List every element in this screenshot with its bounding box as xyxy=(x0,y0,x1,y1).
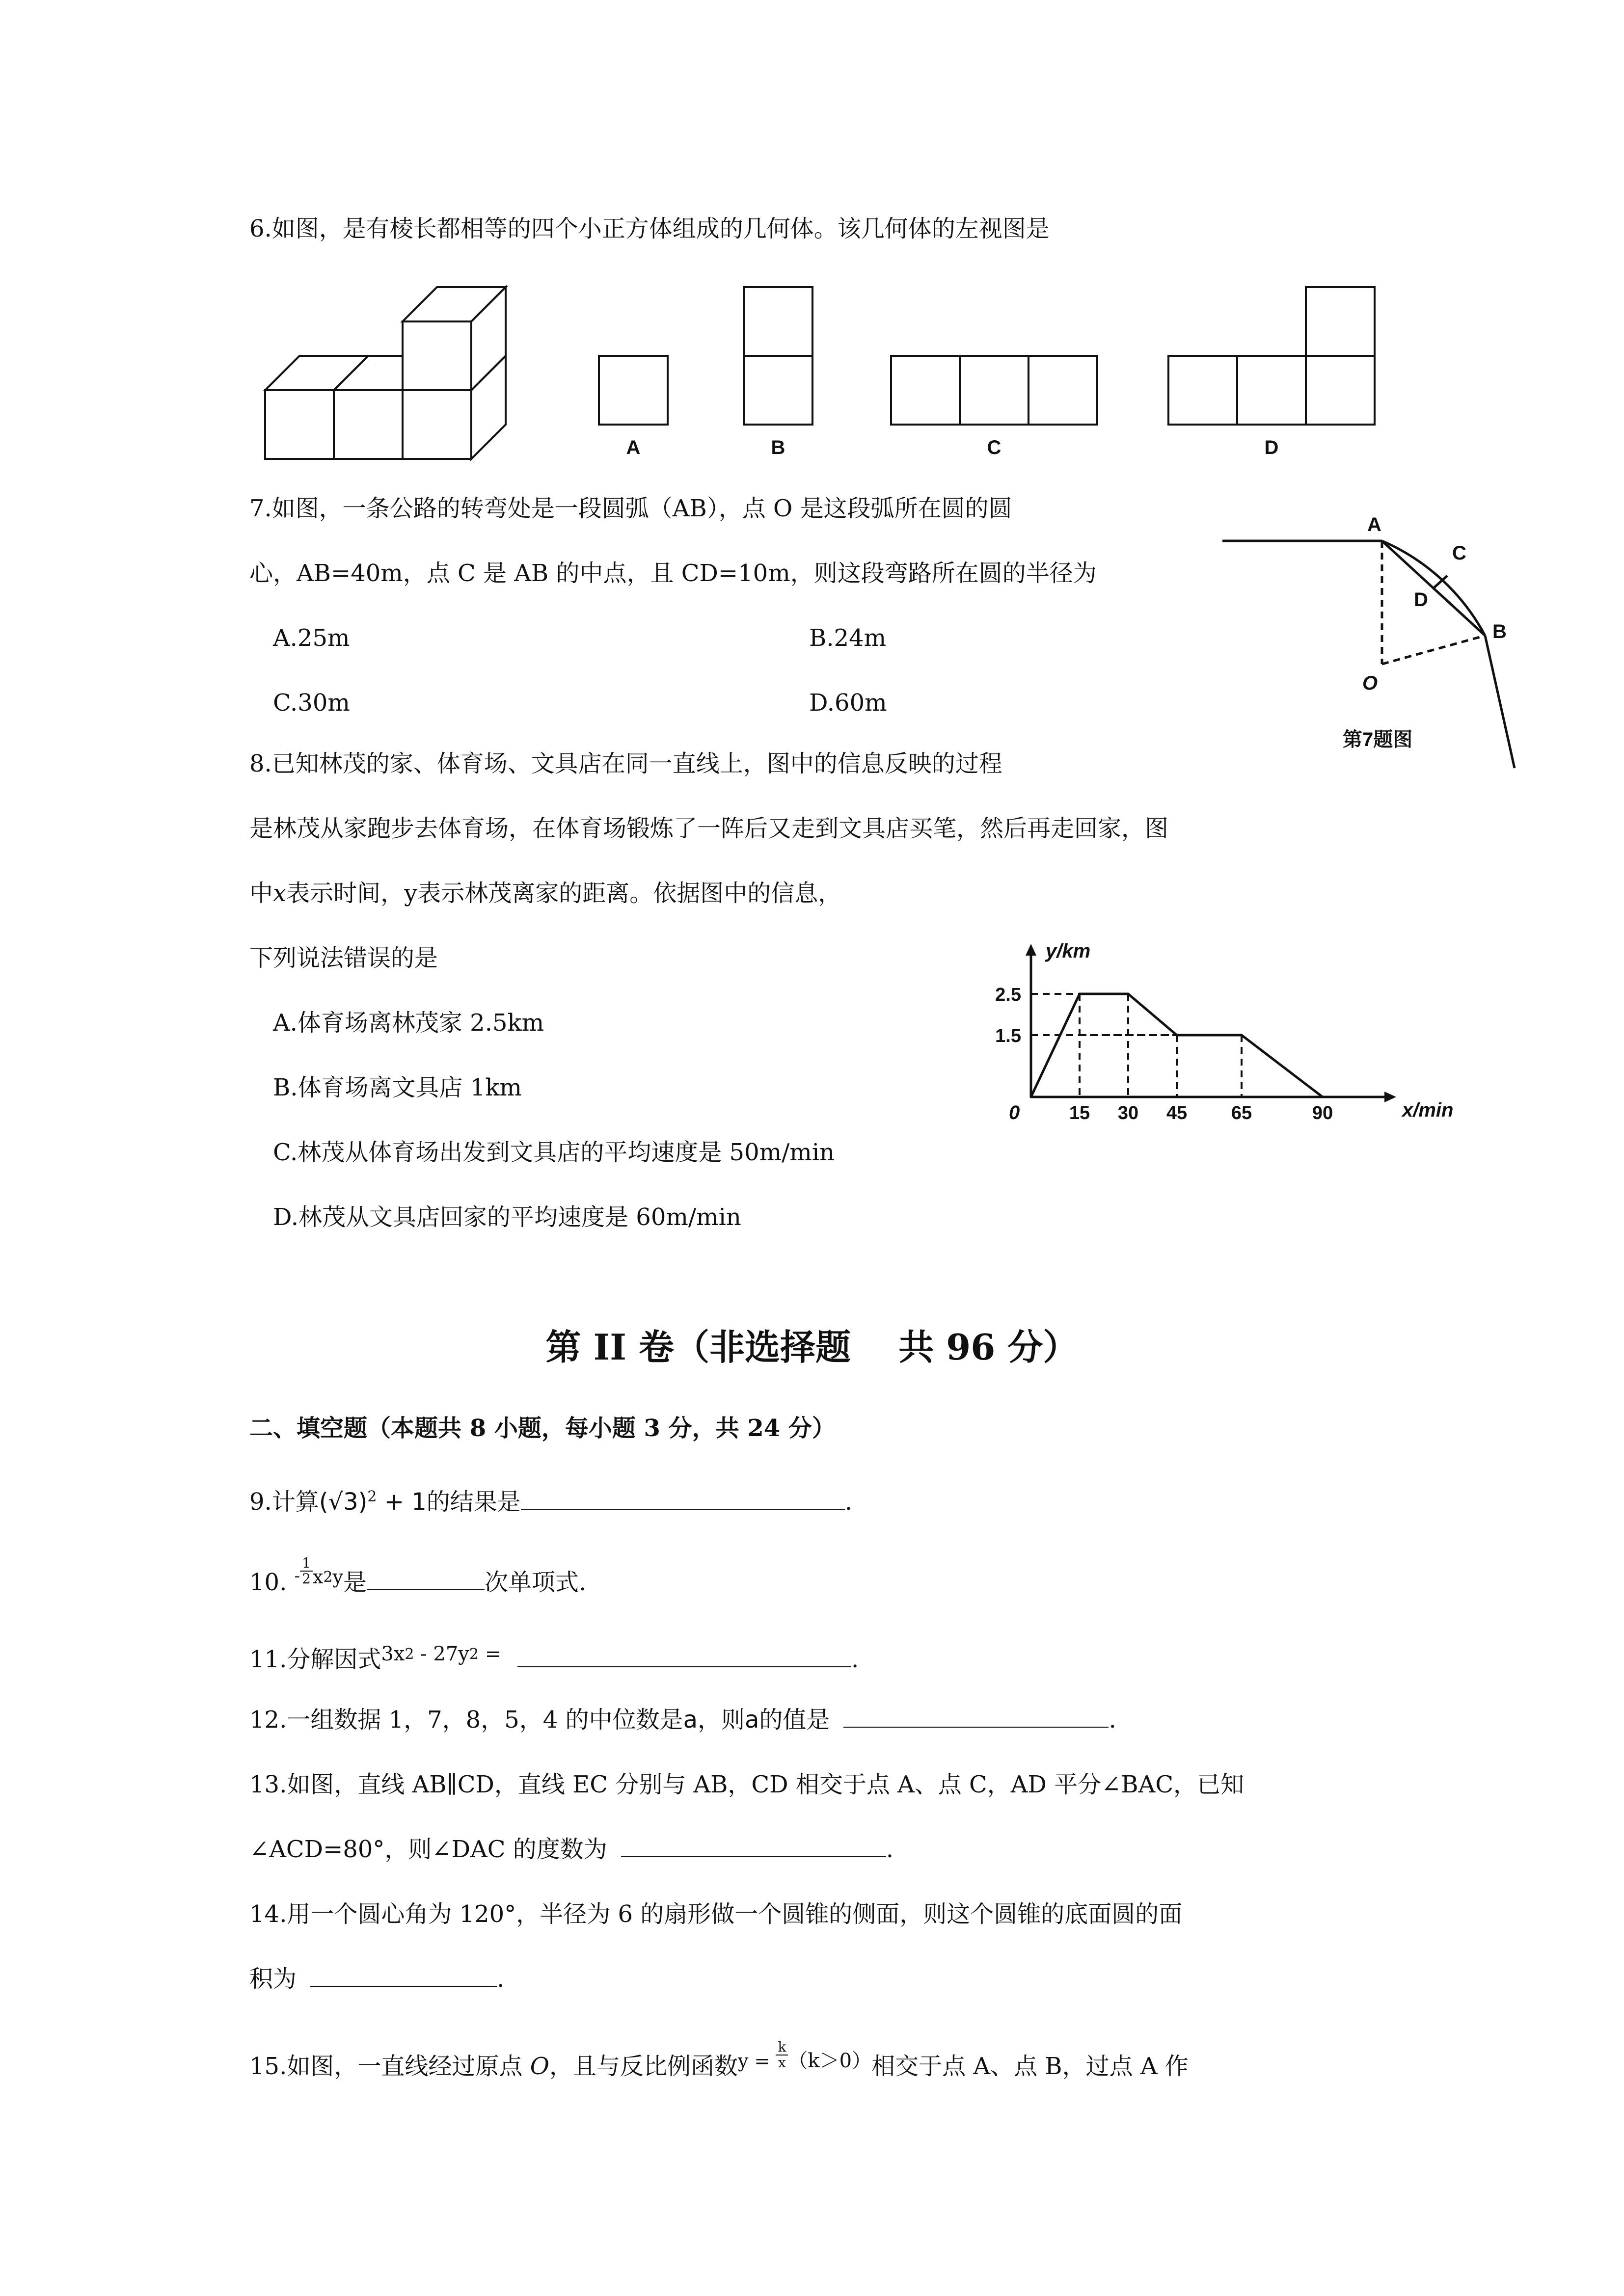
q8-option-b: B.体育场离文具店 1km xyxy=(273,1074,522,1101)
q7-figure xyxy=(1218,496,1571,780)
q8-line2: 是林茂从家跑步去体育场，在体育场锻炼了一阵后又走到文具店买笔，然后再走回家，图 xyxy=(249,815,1169,842)
q7-option-c: C.30m xyxy=(273,689,350,717)
q8-line3-b: 表示时间，y表示林茂离家的距离。依据图中的信息， xyxy=(286,880,842,907)
q14-answer-blank[interactable] xyxy=(310,1964,497,1987)
q7-figure-caption: 第7题图 xyxy=(1343,729,1413,750)
q9-pre: 9.计算 xyxy=(249,1488,319,1516)
chart-xtick-30: 30 xyxy=(1117,1103,1139,1123)
q13-line2-row xyxy=(249,1835,893,1864)
chart-ytick-0: 2.5 xyxy=(995,985,1021,1005)
q12-pre: 12.一组数据 1，7，8，5，4 的中位数是 xyxy=(249,1706,683,1734)
q11-term2: - 27y xyxy=(414,1643,469,1665)
q12-answer-blank[interactable] xyxy=(843,1705,1109,1728)
q6-option-d-top xyxy=(1306,287,1375,356)
q11-exp2: 2 xyxy=(469,1646,479,1663)
q6-cube-top-2 xyxy=(334,356,403,390)
q15-eq: = xyxy=(748,2050,776,2072)
q14-line2: 积为 xyxy=(249,1965,297,1993)
q8-line3 xyxy=(249,879,841,908)
q7-option-a: A.25m xyxy=(273,624,350,652)
q10-num: 10. xyxy=(249,1569,287,1596)
q9-end: . xyxy=(844,1488,853,1516)
q10-frac-den: 2 xyxy=(302,1571,311,1587)
q7-road-right xyxy=(1485,636,1515,768)
chart-xtick-65: 65 xyxy=(1231,1103,1252,1123)
q7-option-d: D.60m xyxy=(809,689,887,717)
q15-cond: （k＞0） xyxy=(788,2050,872,2072)
q14-line1: 14.用一个圆心角为 120°，半径为 6 的扇形做一个圆锥的侧面，则这个圆锥的底面圆的面 xyxy=(249,1900,1183,1928)
q12 xyxy=(249,1705,1116,1735)
q12-mid: ，则 xyxy=(697,1706,745,1734)
q8-chart xyxy=(982,879,1581,1139)
q11-term1: 3x xyxy=(381,1643,405,1665)
q9 xyxy=(249,1482,852,1517)
q6-option-c-3 xyxy=(1029,356,1097,425)
q6-cube-front-3 xyxy=(403,390,471,459)
q10-fraction xyxy=(300,1556,313,1586)
q14-line2-row xyxy=(249,1964,504,1994)
q12-post: 的值是 xyxy=(759,1706,830,1734)
q7-point-d: D xyxy=(1414,589,1428,611)
q7-point-o: O xyxy=(1362,672,1378,694)
part2-title: 第 II 卷（非选择题 共 96 分） xyxy=(545,1326,1079,1368)
q11-exp1: 2 xyxy=(405,1646,414,1663)
q9-exp: 2 xyxy=(367,1488,377,1505)
chart-x-arrow xyxy=(1384,1092,1396,1102)
q10-sign: - xyxy=(294,1566,300,1586)
q7-point-a: A xyxy=(1367,514,1381,535)
chart-point-3 xyxy=(1176,1034,1178,1037)
q8-option-a: A.体育场离林茂家 2.5km xyxy=(273,1009,544,1037)
chart-point-2 xyxy=(1127,993,1130,995)
q11-answer-blank[interactable] xyxy=(517,1645,851,1667)
q6-figure xyxy=(255,280,1394,466)
chart-point-5 xyxy=(1322,1096,1324,1098)
q7-radius-ob xyxy=(1382,636,1485,664)
q6-cube-side-lower xyxy=(471,356,506,459)
q10-var-y: y xyxy=(332,1566,343,1588)
chart-xtick-45: 45 xyxy=(1166,1103,1188,1123)
q6-label-d: D xyxy=(1264,437,1279,458)
section-fill-in-heading: 二、填空题（本题共 8 小题，每小题 3 分，共 24 分） xyxy=(249,1415,836,1442)
chart-point-1 xyxy=(1079,993,1081,995)
q6-cube-top-1 xyxy=(265,356,368,390)
q6-cube-side-upper xyxy=(471,287,506,390)
q7-option-b: B.24m xyxy=(809,624,887,652)
q15-post: 相交于点 A、点 B，过点 A 作 xyxy=(871,2053,1189,2080)
q13-answer-blank[interactable] xyxy=(621,1835,886,1857)
q8-option-d: D.林茂从文具店回家的平均速度是 60m/min xyxy=(273,1203,741,1231)
q10-mid: 是 xyxy=(343,1569,367,1596)
q6-cube-front-4 xyxy=(403,321,471,390)
chart-origin-label: 0 xyxy=(1009,1102,1020,1123)
chart-point-4 xyxy=(1241,1034,1243,1037)
q11-end: . xyxy=(851,1646,859,1673)
q12-var-a: a xyxy=(683,1706,698,1734)
q15-frac-den: x xyxy=(778,2055,786,2071)
q12-end: . xyxy=(1109,1706,1116,1734)
q6-label-c: C xyxy=(987,437,1001,458)
q7-point-c: C xyxy=(1452,542,1466,564)
q6-option-d-1 xyxy=(1168,356,1237,425)
q15 xyxy=(249,2040,1189,2081)
q12-var-a2: a xyxy=(745,1706,759,1734)
q13-line2: ∠ACD=80°，则∠DAC 的度数为 xyxy=(249,1836,607,1863)
q8-option-c: C.林茂从体育场出发到文具店的平均速度是 50m/min xyxy=(273,1139,835,1166)
q15-pre: 15.如图，一直线经过原点 xyxy=(249,2053,530,2080)
q15-frac-num: k xyxy=(776,2040,788,2056)
q11-pre: 11.分解因式 xyxy=(249,1646,381,1673)
q15-mid: ，且与反比例函数 xyxy=(549,2053,738,2080)
q6-cube-front-2 xyxy=(334,390,403,459)
q7-line1: 7.如图，一条公路的转弯处是一段圆弧（AB），点 O 是这段弧所在圆的圆 xyxy=(249,495,1012,522)
q9-plus: + 1 xyxy=(377,1488,427,1516)
q6-option-c-1 xyxy=(891,356,960,425)
q6-cube-top-3 xyxy=(403,287,506,321)
q6-label-a: A xyxy=(626,437,641,458)
q9-expr: (√3) xyxy=(319,1488,368,1516)
q6-option-b-bottom xyxy=(744,356,812,425)
q10-var-x: x xyxy=(312,1566,324,1588)
q6-option-d-2 xyxy=(1237,356,1306,425)
chart-xtick-15: 15 xyxy=(1069,1103,1090,1123)
q13-end: . xyxy=(886,1836,894,1863)
q6-text: 6.如图，是有棱长都相等的四个小正方体组成的几何体。该几何体的左视图是 xyxy=(249,215,1050,242)
q8-line1: 8.已知林茂的家、体育场、文具店在同一直线上，图中的信息反映的过程 xyxy=(249,750,1002,777)
q10-answer-blank[interactable] xyxy=(367,1568,485,1590)
chart-x-label: x/min xyxy=(1402,1099,1454,1121)
q6-option-a-square xyxy=(599,356,668,425)
q13-line1: 13.如图，直线 AB∥CD，直线 EC 分别与 AB，CD 相交于点 A、点 C，AD 平分∠BAC，已知 xyxy=(249,1771,1245,1798)
chart-series-line xyxy=(1031,994,1323,1097)
q8-line4: 下列说法错误的是 xyxy=(249,944,438,972)
q15-y: y xyxy=(737,2050,749,2072)
chart-y-label: y/km xyxy=(1046,940,1091,962)
q11 xyxy=(249,1639,859,1674)
q14-end: . xyxy=(497,1965,505,1993)
q15-origin: O xyxy=(530,2053,549,2080)
q11-eq: = xyxy=(479,1643,508,1665)
q6-option-c-2 xyxy=(960,356,1029,425)
q9-post: 的结果是 xyxy=(426,1488,521,1516)
chart-y-arrow xyxy=(1026,944,1036,956)
q10-frac-num: 1 xyxy=(300,1556,313,1572)
q15-fraction xyxy=(776,2040,788,2070)
q9-answer-blank[interactable] xyxy=(521,1487,845,1510)
q7-point-b: B xyxy=(1492,621,1507,642)
q10 xyxy=(249,1556,586,1597)
q10-exp: 2 xyxy=(323,1569,333,1586)
q10-post: 次单项式. xyxy=(484,1569,587,1596)
chart-point-0 xyxy=(1030,1096,1032,1098)
q8-var-x: x xyxy=(273,880,287,907)
q6-option-d-3 xyxy=(1306,356,1375,425)
q8-line3-a: 中 xyxy=(249,880,273,907)
q6-cube-front-1 xyxy=(265,390,334,459)
chart-xtick-90: 90 xyxy=(1312,1103,1333,1123)
chart-ytick-1: 1.5 xyxy=(995,1026,1021,1046)
q7-line2: 心，AB=40m，点 C 是 AB 的中点，且 CD=10m，则这段弯路所在圆的半径为 xyxy=(249,560,1097,587)
q6-option-b-top xyxy=(744,287,812,356)
q6-label-b: B xyxy=(771,437,785,458)
